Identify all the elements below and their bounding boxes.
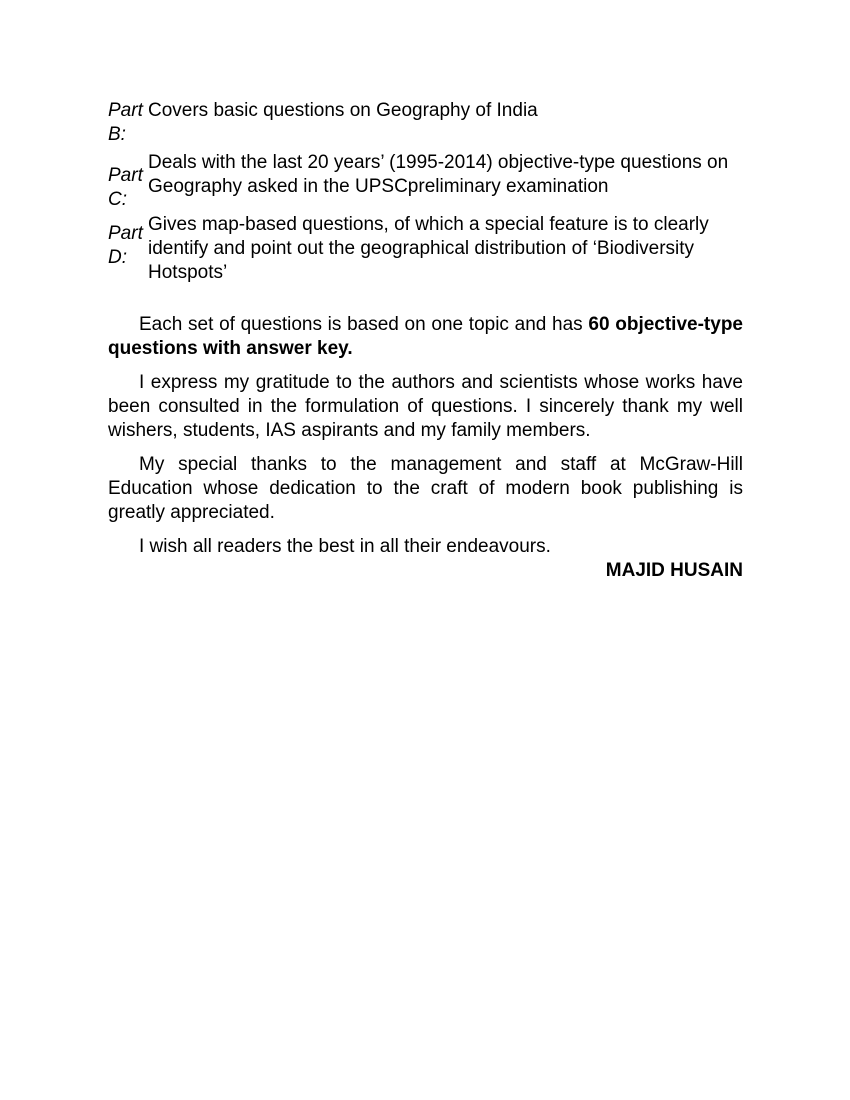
paragraph-question-sets-text: Each set of questions is based on one topic and has [139, 314, 589, 335]
part-b-label [108, 99, 148, 147]
part-d-label-letter: D: [108, 247, 127, 268]
part-c-label [108, 151, 148, 212]
part-b-description: Covers basic questions on Geography of India [148, 100, 538, 121]
paragraph-gratitude: I express my gratitude to the authors and scientists whose works have been consulted in the formulation of questions. I sincerely thank my well wishers, students, IAS aspirants and my family members. [108, 372, 743, 441]
paragraph-best-wishes: I wish all readers the best in all their endeavours. [139, 536, 551, 557]
part-d-label [108, 213, 148, 270]
part-c-row [108, 151, 743, 212]
paragraph-special-thanks: My special thanks to the management and staff at McGraw-Hill Education whose dedication to the craft of modern book publishing is greatly appreciated. [108, 454, 743, 523]
part-d-row [108, 213, 743, 285]
part-b-label-letter: B: [108, 124, 126, 145]
part-b-label-word: Part [108, 100, 143, 121]
author-signature: MAJID HUSAIN [605, 560, 743, 581]
part-c-label-word: Part [108, 165, 143, 186]
paragraph-question-sets-bold: 60 objective-type questions with answer key. [108, 314, 743, 359]
part-b-row [108, 99, 743, 147]
paragraph-question-sets [108, 313, 743, 361]
part-c-description: Deals with the last 20 years’ (1995-2014) objective-type questions on Geography asked in the UPSCpreliminary examination [148, 152, 729, 197]
part-c-label-letter: C: [108, 189, 127, 210]
part-d-label-word: Part [108, 223, 143, 244]
part-d-description: Gives map-based questions, of which a special feature is to clearly identify and point out the geographical distribution of ‘Biodiversity Hotspots’ [148, 214, 709, 283]
preface-page [108, 99, 743, 583]
